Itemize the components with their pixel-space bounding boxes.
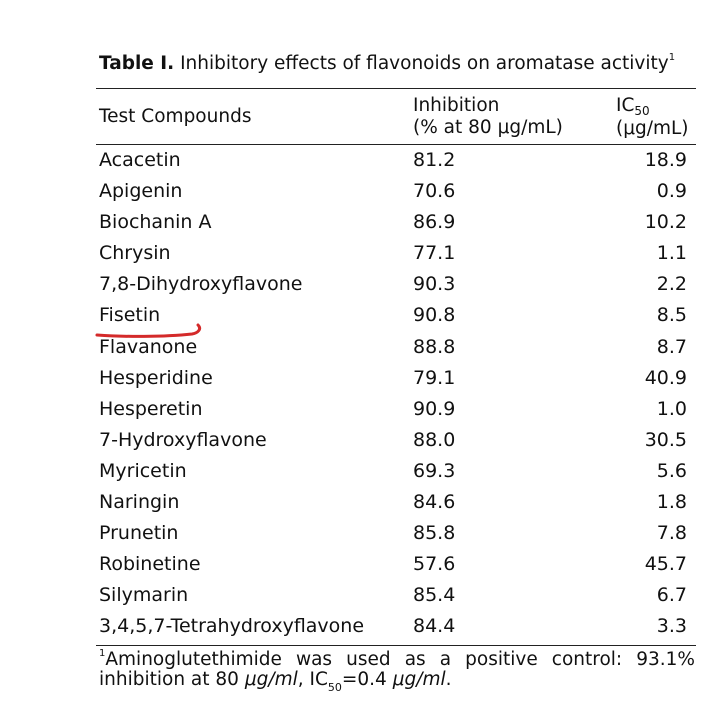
table-row [0,426,725,457]
header-ic50-main: IC [616,95,635,116]
compound-name: Acacetin [99,149,181,171]
ic50-value: 8.7 [656,335,687,358]
header-ic50 [616,95,689,140]
ic50-value: 8.5 [656,304,687,327]
inhibition-value: 57.6 [413,553,456,576]
footnote-word: was [295,649,333,670]
ic50-value: 30.5 [644,428,687,451]
footnote-word: positive [465,649,538,670]
header-test-compounds: Test Compounds [99,106,252,127]
compound-name: 3,4,5,7-Tetrahydroxyflavone [99,615,365,638]
inhibition-value: 90.9 [413,397,456,420]
inhibition-value: 85.4 [413,584,456,607]
compound-name: 7-Hydroxyflavone [99,428,267,451]
unit-ug-ml: μg/ml [392,669,446,690]
compound-name: Silymarin [99,584,189,607]
ic50-value: 1.1 [656,242,687,265]
compound-name: Biochanin A [99,211,212,234]
inhibition-value: 86.9 [413,211,456,234]
table-row [0,177,725,208]
top-rule [96,88,696,89]
inhibition-value: 85.8 [413,522,456,545]
table-body [0,146,725,644]
inhibition-value: 90.3 [413,273,456,296]
footnote-word: as [404,649,426,670]
inhibition-value: 69.3 [413,459,456,482]
compound-name: Naringin [99,491,180,514]
inhibition-value: 77.1 [413,242,456,265]
compound-name: 7,8-Dihydroxyflavone [99,273,303,296]
ic50-value: 3.3 [656,615,687,638]
ic50-value: 10.2 [644,211,687,234]
ic50-value: 2.2 [656,273,687,296]
compound-name: Hesperetin [99,397,203,420]
red-pen-underline [94,322,206,342]
table-row [0,519,725,550]
ic50-value: 45.7 [644,553,687,576]
inhibition-value: 90.8 [413,304,456,327]
table-row [0,550,725,581]
table-row [0,208,725,239]
inhibition-value: 88.8 [413,335,456,358]
header-inhibition [413,95,563,139]
ic50-value: 6.7 [656,584,687,607]
table-row [0,239,725,270]
footnote-word: used [346,649,391,670]
ic50-value: 0.9 [656,180,687,203]
table-row [0,146,725,177]
table-caption [99,53,675,74]
inhibition-value: 81.2 [413,149,456,171]
table-row [0,581,725,612]
compound-name: Myricetin [99,459,187,482]
inhibition-value: 84.6 [413,491,456,514]
inhibition-value: 84.4 [413,615,456,638]
table-row [0,612,725,643]
caption-footnote-mark: 1 [668,51,676,63]
compound-name: Robinetine [99,553,201,576]
header-rule [96,144,696,145]
table-row [0,364,725,395]
table-row [0,488,725,519]
compound-name: Hesperidine [99,366,213,389]
compound-name: Flavanone [99,335,198,358]
compound-name: Prunetin [99,522,179,545]
inhibition-value: 79.1 [413,366,456,389]
footnote-line-2: inhibition at 80 μg/ml, $IC_{50}=0.4$ μg/ml. [99,669,452,694]
footnote-mark: 1 [99,647,106,659]
header-inhibition-line1: Inhibition [413,95,500,116]
inhibition-value: 88.0 [413,428,456,451]
table-title: Inhibitory effects of flavonoids on aromatase activity [174,53,669,74]
footnote [99,647,695,694]
table-row [0,270,725,301]
bottom-rule [96,645,696,646]
header-ic50-unit: (μg/mL) [616,118,689,139]
ic50-subscript: 50 [327,680,342,694]
header-ic50-sub: 50 [634,104,650,118]
footnote-word: control: [551,649,623,670]
ic50-value: 40.9 [644,366,687,389]
footnote-line-1 [99,647,695,670]
ic50-value: 5.6 [656,459,687,482]
compound-name: Fisetin [99,304,161,327]
table-row [0,457,725,488]
table-label: Table I. [99,53,175,74]
ic50-value: 1.0 [656,397,687,420]
footnote-word: 93.1% [636,649,695,670]
footnote-word: $^1$Aminoglutethimide [99,647,282,670]
unit-ug-ml: μg/ml [244,669,298,690]
ic50-value: 18.9 [644,149,687,171]
compound-name: Chrysin [99,242,171,265]
ic50-value: 7.8 [656,522,687,545]
table-row [0,395,725,426]
header-inhibition-line2: (% at 80 μg/mL) [413,117,563,138]
inhibition-value: 70.6 [413,180,456,203]
ic50-value: 1.8 [656,491,687,514]
compound-name: Apigenin [99,180,183,203]
footnote-word: a [439,649,452,670]
